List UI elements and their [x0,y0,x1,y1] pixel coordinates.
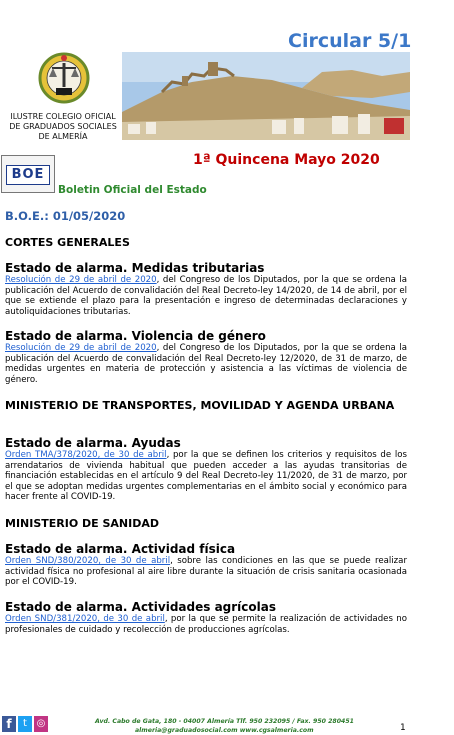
page-number: 1 [400,723,406,733]
news-item [5,436,407,503]
section-title: MINISTERIO DE TRANSPORTES, MOVILIDAD Y AGENDA URBANA [5,399,395,412]
alcazaba-photo [122,52,410,140]
boe-logo-text: BOE [6,165,50,185]
order-link[interactable]: Orden SND/380/2020, de 30 de abril [5,556,171,566]
quincena-title: 1ª Quincena Mayo 2020 [193,152,380,168]
news-body [5,450,407,503]
college-line: DE GRADUADOS SOCIALES [9,122,117,131]
news-heading: Estado de alarma. Actividad física [5,542,236,556]
news-item [5,329,407,385]
news-text: , sobre las condiciones en las que se puede realizar actividad física no profesional al aire libre durante la situación de crisis sanitaria ocasionada por el COVID-19. [5,556,407,588]
order-link[interactable]: Orden SND/381/2020, de 30 de abril [5,614,165,624]
section-ministerio-transportes [5,399,407,412]
news-text: , por la que se permite la realización de actividades no profesionales de cuidado y recolección de producciones agrícolas. [5,614,407,635]
news-body [5,343,407,385]
resolution-link[interactable]: Resolución de 29 de abril de 2020 [5,343,157,353]
boe-title: Boletin Oficial del Estado [58,184,207,196]
college-name [4,112,122,142]
section-cortes-generales [5,236,407,249]
news-text: , del Congreso de los Diputados, por la que se ordena la publicación del Acuerdo de convalidación del Real Decreto-ley 12/2020, de 31 de marzo, de medidas urgentes en materia de protección y asistencia a las víctimas de violencia de género. [5,343,407,385]
news-item [5,600,407,635]
news-item [5,542,407,588]
boe-logo [1,155,55,193]
news-text: , del Congreso de los Diputados, por la que se ordena la publicación del Acuerdo de convalidación del Real Decreto-ley 14/2020, de 14 de abril, por el que se extiende el plazo para la presentación e ingreso de determinadas declaraciones y autoliquidaciones tributarias. [5,275,407,317]
footer-address: Avd. Cabo de Gata, 180 - 04007 Almería Tlf. 950 232095 / Fax. 950 280451 [95,718,354,725]
order-link[interactable]: Orden TMA/378/2020, de 30 de abril [5,450,167,460]
news-heading: Estado de alarma. Actividades agrícolas [5,600,277,614]
news-item [5,261,407,317]
news-heading: Estado de alarma. Medidas tributarias [5,261,265,275]
news-body [5,556,407,588]
twitter-icon[interactable]: t [18,716,32,732]
news-heading: Estado de alarma. Violencia de género [5,329,266,343]
news-body [5,614,407,635]
news-text: , por la que se definen los criterios y requisitos de los arrendatarios de vivienda habitual que pueden acceder a las ayudas transitorias de financiación establecidas en el artículo 9 del Real Decreto-ley 11/2020, de 31 de marzo, por el que se adoptan medidas urgentes complementarias en el ámbito social y económico para hacer frente al COVID-19. [5,450,407,503]
section-ministerio-sanidad [5,517,407,530]
college-line: ILUSTRE COLEGIO OFICIAL [10,112,116,121]
news-heading: Estado de alarma. Ayudas [5,436,181,450]
instagram-icon[interactable]: ◎ [34,716,48,732]
footer-email[interactable]: almeria@graduadosocial.com www.cgsalmeria.com [135,727,314,734]
boe-date: B.O.E.: 01/05/2020 [5,209,126,223]
social-icons [2,716,48,732]
resolution-link[interactable]: Resolución de 29 de abril de 2020 [5,275,157,285]
college-seal-icon [38,52,90,108]
college-line: DE ALMERÍA [38,132,88,141]
section-title: CORTES GENERALES [5,236,130,249]
section-title: MINISTERIO DE SANIDAD [5,517,160,530]
news-body [5,275,407,317]
facebook-icon[interactable]: f [2,716,16,732]
circular-title: Circular 5/1 [288,30,412,52]
